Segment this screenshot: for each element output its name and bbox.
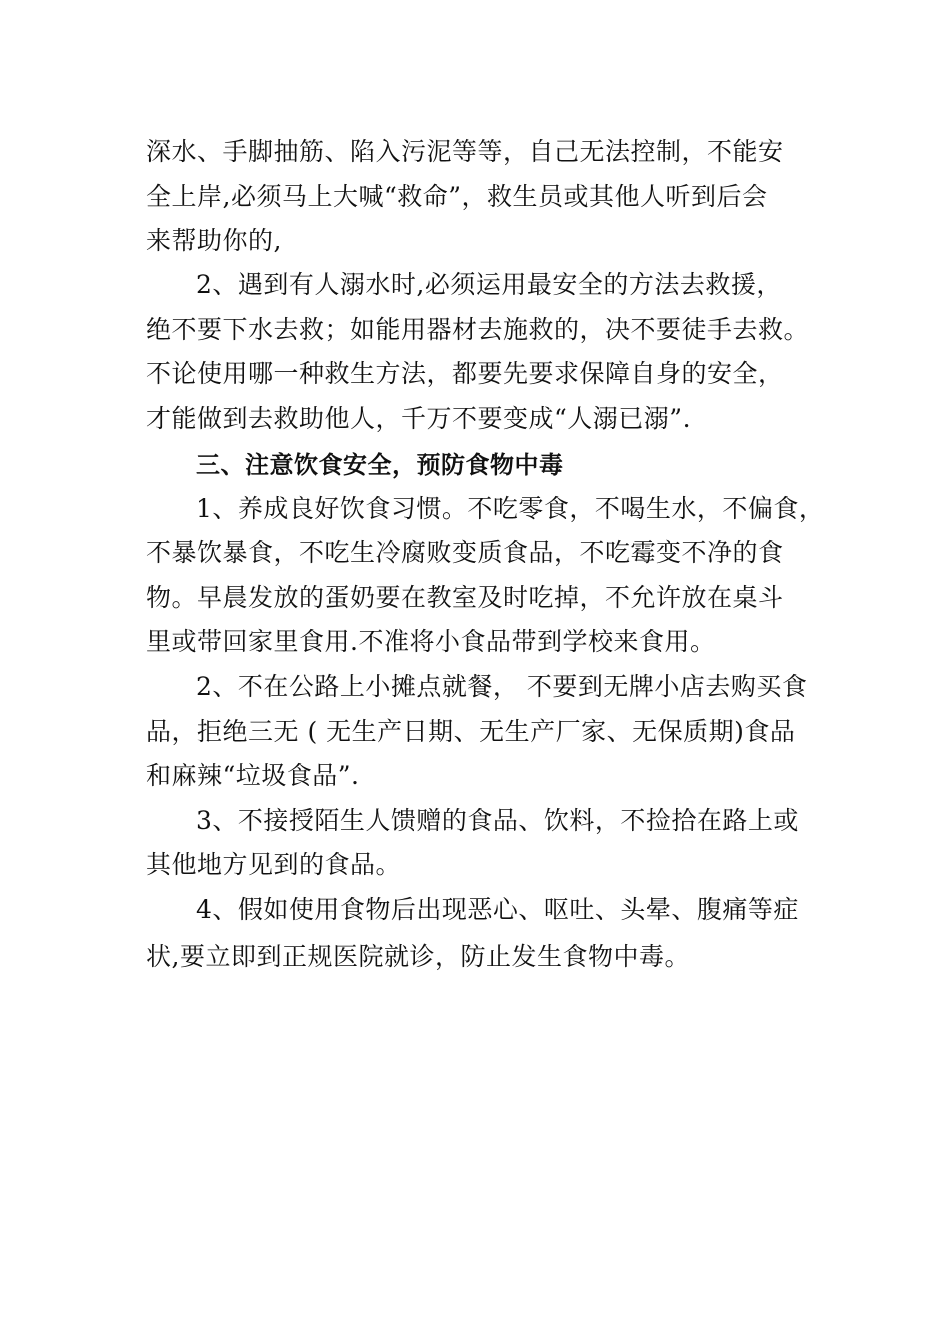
list-item-line: 2、不在公路上小摊点就餐， 不要到无牌小店去购买食 bbox=[196, 672, 808, 701]
list-item-line: 4、假如使用食物后出现恶心、呕吐、头晕、腹痛等症 bbox=[196, 895, 799, 924]
paragraph-line: 全上岸,必须马上大喊“救命”，救生员或其他人听到后会 bbox=[146, 182, 768, 211]
paragraph-line: 深水、手脚抽筋、陷入污泥等等，自己无法控制，不能安 bbox=[146, 137, 784, 166]
paragraph-line: 才能做到去救助他人，千万不要变成“人溺已溺”. bbox=[146, 404, 692, 433]
paragraph-line: 和麻辣“垃圾食品”. bbox=[146, 761, 360, 790]
paragraph-line: 里或带回家里食用.不准将小食品带到学校来食用。 bbox=[146, 627, 716, 656]
paragraph-line: 品，拒绝三无 ( 无生产日期、无生产厂家、无保质期)食品 bbox=[146, 717, 796, 746]
list-item-line: 3、不接授陌生人馈赠的食品、饮料，不捡拾在路上或 bbox=[196, 806, 799, 835]
paragraph-line: 不论使用哪一种救生方法，都要先要求保障自身的安全， bbox=[146, 359, 784, 388]
paragraph-line: 状,要立即到正规医院就诊，防止发生食物中毒。 bbox=[146, 942, 690, 971]
paragraph-line: 来帮助你的, bbox=[146, 226, 282, 255]
paragraph-line: 其他地方见到的食品。 bbox=[146, 850, 402, 879]
section-heading: 三、注意饮食安全，预防食物中毒 bbox=[196, 451, 564, 479]
paragraph-line: 物。早晨发放的蛋奶要在教室及时吃掉，不允许放在桌斗 bbox=[146, 583, 784, 612]
paragraph-line: 绝不要下水去救；如能用器材去施救的，决不要徒手去救。 bbox=[146, 315, 810, 344]
list-item-line: 1、养成良好饮食习惯。不吃零食，不喝生水，不偏食， bbox=[196, 494, 825, 523]
paragraph-line: 不暴饮暴食，不吃生冷腐败变质食品，不吃霉变不净的食 bbox=[146, 538, 784, 567]
list-item-line: 2、遇到有人溺水时,必须运用最安全的方法去救援， bbox=[196, 270, 782, 299]
